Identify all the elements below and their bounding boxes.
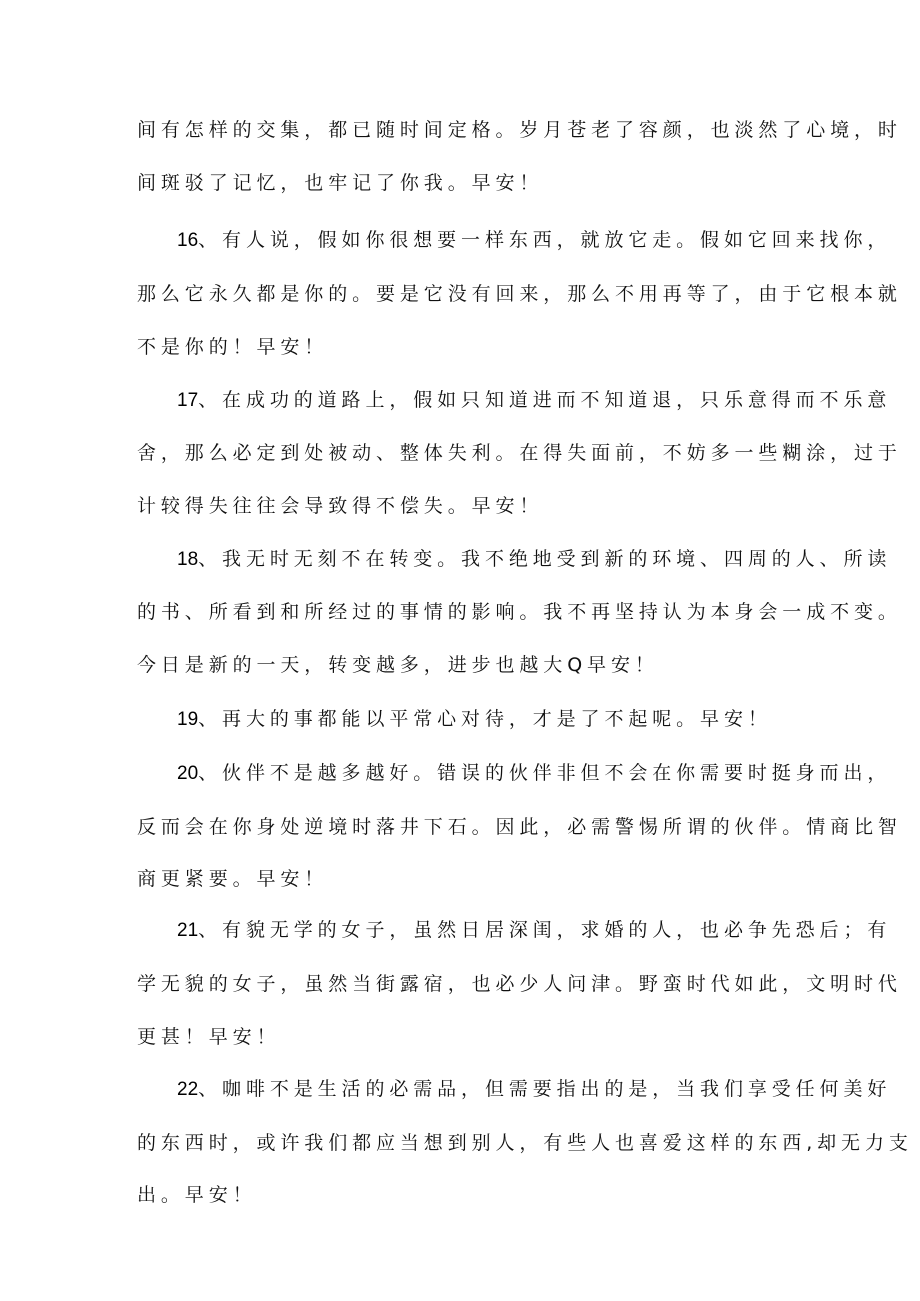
text-line: 的书、所看到和所经过的事情的影响。我不再坚持认为本身会一成不变。 — [137, 601, 902, 623]
text-line: 舍，那么必定到处被动、整体失利。在得失面前，不妨多一些糊涂，过于 — [137, 442, 902, 464]
line-text: 、再大的事都能以平常心对待，才是了不起呢。早安！ — [198, 708, 772, 730]
text-line — [177, 707, 772, 731]
line-text: 、咖啡不是生活的必需品，但需要指出的是，当我们享受任何美好 — [198, 1078, 892, 1100]
text-line — [177, 388, 891, 412]
line-text: 、我无时无刻不在转变。我不绝地受到新的环境、四周的人、所读 — [198, 548, 892, 570]
text-line: 计较得失往往会导致得不偿失。早安！ — [137, 495, 544, 517]
text-line — [177, 228, 891, 252]
item-number: 20 — [177, 763, 199, 784]
text-line: 出。早安！ — [137, 1184, 257, 1206]
text-line: 今日是新的一天，转变越多，进步也越大Q早安！ — [137, 654, 659, 676]
text-line — [177, 918, 891, 942]
line-text: 、在成功的道路上，假如只知道进而不知道退，只乐意得而不乐意 — [198, 389, 892, 411]
item-number: 17 — [177, 390, 199, 411]
text-line: 学无貌的女子，虽然当街露宿，也必少人问津。野蛮时代如此，文明时代 — [137, 973, 902, 995]
line-text: 、有人说，假如你很想要一样东西，就放它走。假如它回来找你， — [198, 229, 892, 251]
text-line: 的东西时，或许我们都应当想到别人，有些人也喜爱这样的东西,却无力支 — [137, 1132, 913, 1154]
text-line: 更甚！早安！ — [137, 1026, 281, 1048]
item-number: 19 — [177, 709, 199, 730]
text-line — [177, 1077, 891, 1101]
text-line — [177, 761, 891, 785]
text-line: 那么它永久都是你的。要是它没有回来，那么不用再等了，由于它根本就 — [137, 283, 902, 305]
item-number: 22 — [177, 1079, 199, 1100]
line-text: 、伙伴不是越多越好。错误的伙伴非但不会在你需要时挺身而出， — [198, 762, 892, 784]
text-line: 间有怎样的交集，都已随时间定格。岁月苍老了容颜，也淡然了心境，时 — [137, 119, 902, 141]
text-line: 反而会在你身处逆境时落井下石。因此，必需警惕所谓的伙伴。情商比智 — [137, 816, 902, 838]
line-text: 、有貌无学的女子，虽然日居深闺，求婚的人，也必争先恐后；有 — [198, 919, 892, 941]
text-line: 不是你的！早安！ — [137, 336, 329, 358]
item-number: 18 — [177, 549, 199, 570]
item-number: 21 — [177, 920, 199, 941]
text-line — [177, 547, 891, 571]
text-line: 商更紧要。早安！ — [137, 868, 329, 890]
item-number: 16 — [177, 230, 199, 251]
text-line: 间斑驳了记忆，也牢记了你我。早安！ — [137, 172, 544, 194]
